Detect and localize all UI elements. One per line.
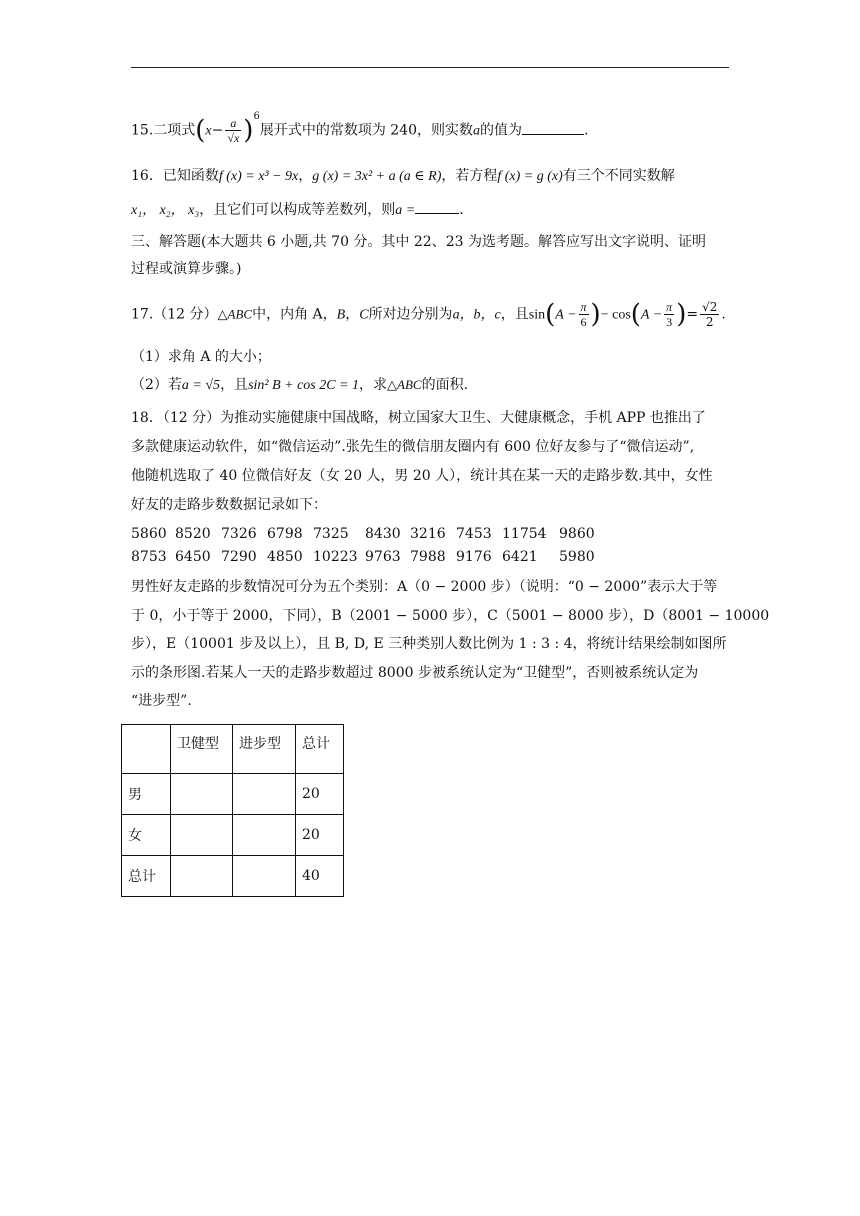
q15-number: 15. [131,122,154,139]
table-cell[interactable] [171,815,233,856]
table-row [122,774,344,815]
q15-var: a [473,123,480,139]
table-cell[interactable] [233,774,296,815]
q17-frac-3-num: √2 [702,300,718,314]
q15-frac-num: a [225,116,241,131]
q16-f: f (x) = x³ − 9x [218,169,299,184]
q17-A1: A − [555,307,577,323]
q17-C: C [359,307,369,323]
q17-text-2: 所对边分别为 [368,306,453,323]
step-value: 8430 [365,526,401,542]
q17-p2-end: 的面积. [421,377,469,393]
table-cell: 20 [296,815,344,856]
table-header-cell [122,725,171,774]
q17-part-1: （1）求角 A 的大小； [131,349,271,365]
step-value: 6421 [502,549,538,565]
q15-frac-den: √x [227,131,240,146]
section-3-line-2: 过程或演算步骤。) [131,261,242,277]
data-row-1 [131,524,595,544]
header-rule [131,67,729,68]
q17-cos: − cos [600,307,631,323]
step-value: 4850 [267,549,303,565]
table-row [122,815,344,856]
data-row-2 [131,547,595,567]
q16-a: a = [395,203,416,218]
table-cell[interactable] [233,856,296,897]
q15-minus: − [211,122,224,139]
q17-frac-2 [664,300,674,329]
q16-end: . [459,202,464,218]
step-value: 6450 [175,549,211,565]
q15-tail: 的值为 [480,122,522,139]
q15-end: . [584,122,589,139]
q16-roots: x₁， x₂， x₃ [131,203,200,218]
q18-line-2: 多款健康运动软件，如“微信运动”.张先生的微信朋友圈内有 600 位好友参与了“微信运动”, [131,439,695,455]
table-cell[interactable] [171,856,233,897]
q17-sin: sin [528,307,546,323]
table-header-cell: 进步型 [233,725,296,774]
q16-prefix: 16．已知函数 [131,168,219,184]
step-value: 10223 [313,549,358,565]
table-cell[interactable] [233,815,296,856]
question-15: 15.二项式(x− $\frac{a}{√x}$ )$^6$展开式中的常数项为 240，则实数a的值为 . [131,111,589,146]
step-value: 11754 [502,526,547,542]
q15-fraction [225,116,241,145]
q18-line-5: 男性好友走路的步数情况可分为五个类别：A（0 − 2000 步）（说明：“0 − 2000”表示大于等 [131,579,718,595]
q17-frac-1 [579,300,589,329]
q17-p2-eq: sin² B + cos 2C = 1 [248,378,360,393]
q16-eq: f (x) = g (x) [497,169,563,184]
q16-answer-blank[interactable] [415,199,459,214]
q17-end: . [721,306,726,323]
q17-comma: ， [345,306,360,323]
step-value: 5980 [559,549,595,565]
q17-head: 17.（12 分） [131,306,218,323]
q17-p2-mid: ，且 [220,377,249,393]
question-17: 17.（12 分）△ABC中，内角 A，B，C所对边分别为a，b，c，且sin(A − $\frac{\pi}{6}$ )− cos(A − $\frac{\pi}{3}$ )= $\frac{√2}{2}$ . [131,299,726,330]
q17-A2: A − [640,307,663,323]
q17-eq: = [686,306,699,323]
step-value: 6798 [267,526,303,542]
table-header-row [122,725,344,774]
q15-text: 展开式中的常数项为 240，则实数 [259,122,473,139]
step-value: 8520 [175,526,211,542]
table-row-label: 女 [122,815,171,856]
q15-exponent: 6 [253,111,260,122]
q17-text-3: ，且 [500,306,529,323]
q18-line-8: 示的条形图.若某人一天的走路步数超过 8000 步被系统认定为“卫健型”，否则被系统认定为 [131,665,699,681]
q17-p2-mid2: ，求 [359,377,388,393]
q15-x: x [205,123,212,139]
q17-part-2 [131,374,731,397]
q16-text: 有三个不同实数解 [562,168,675,184]
q17-frac-1-num: π [580,300,587,314]
q18-line-6: 于 0，小于等于 2000，下同），B（2001 − 5000 步），C（5001 − 8000 步），D（8001 − 10000 [131,608,770,624]
q16-mid: ，若方程 [441,168,498,184]
q17-frac-3 [700,300,719,329]
q15-answer-blank[interactable] [522,120,584,135]
table-cell[interactable] [171,774,233,815]
question-16 [131,165,731,188]
step-value: 7290 [221,549,257,565]
step-value: 7326 [221,526,257,542]
q18-line-7: 步），E（10001 步及以上），且 B, D, E 三种类别人数比例为 1 : 3 : 4，将统计结果绘制如图所 [131,636,727,652]
section-3-line-1: 三、解答题(本大题共 6 小题,共 70 分。其中 22、23 为选考题。解答应写出文字说明、证明 [131,234,706,250]
q15-prefix: 二项式 [153,122,196,139]
q18-line-1: 18．（12 分）为推动实施健康中国战略，树立国家大卫生、大健康概念，手机 APP 也推出了 [131,410,706,426]
q16-text-2: ，且它们可以构成等差数列，则 [199,202,396,218]
q18-line-9: “进步型”. [131,693,192,709]
q17-p2-a: a = √5 [181,378,221,393]
q17-abc: a，b，c [452,307,501,323]
q17-p2-prefix: （2）若 [131,377,182,393]
step-value: 3216 [410,526,446,542]
contingency-table [121,724,344,897]
step-value: 9860 [559,526,595,542]
step-value: 8753 [131,549,167,565]
step-value: 7325 [313,526,349,542]
q17-triangle: △ABC [217,306,253,322]
step-value: 9176 [456,549,492,565]
q17-frac-1-den: 6 [580,315,587,329]
table-row [122,856,344,897]
step-value: 9763 [365,549,401,565]
table-cell: 20 [296,774,344,815]
q16-sep: ， [298,168,313,184]
q17-frac-3-den: 2 [705,315,714,329]
step-value: 5860 [131,526,167,542]
question-16-line-2 [131,199,731,222]
q17-frac-2-den: 3 [666,315,673,329]
q18-line-3: 他随机选取了 40 位微信好友（女 20 人，男 20 人），统计其在某一天的走路步数.其中，女性 [131,468,713,484]
table-header-cell: 总计 [296,725,344,774]
table-header-cell: 卫健型 [171,725,233,774]
q17-B: B [336,307,346,323]
table-row-label: 总计 [122,856,171,897]
table-cell: 40 [296,856,344,897]
step-value: 7453 [456,526,492,542]
q17-text-1: 中，内角 A， [252,306,337,323]
q17-frac-2-num: π [666,300,673,314]
step-value: 7988 [410,549,446,565]
q18-line-4: 好友的走路步数数据记录如下： [131,497,327,513]
table-row-label: 男 [122,774,171,815]
q17-p2-triangle: △ABC [387,377,422,392]
q16-g: g (x) = 3x² + a (a ∈ R) [312,169,442,184]
